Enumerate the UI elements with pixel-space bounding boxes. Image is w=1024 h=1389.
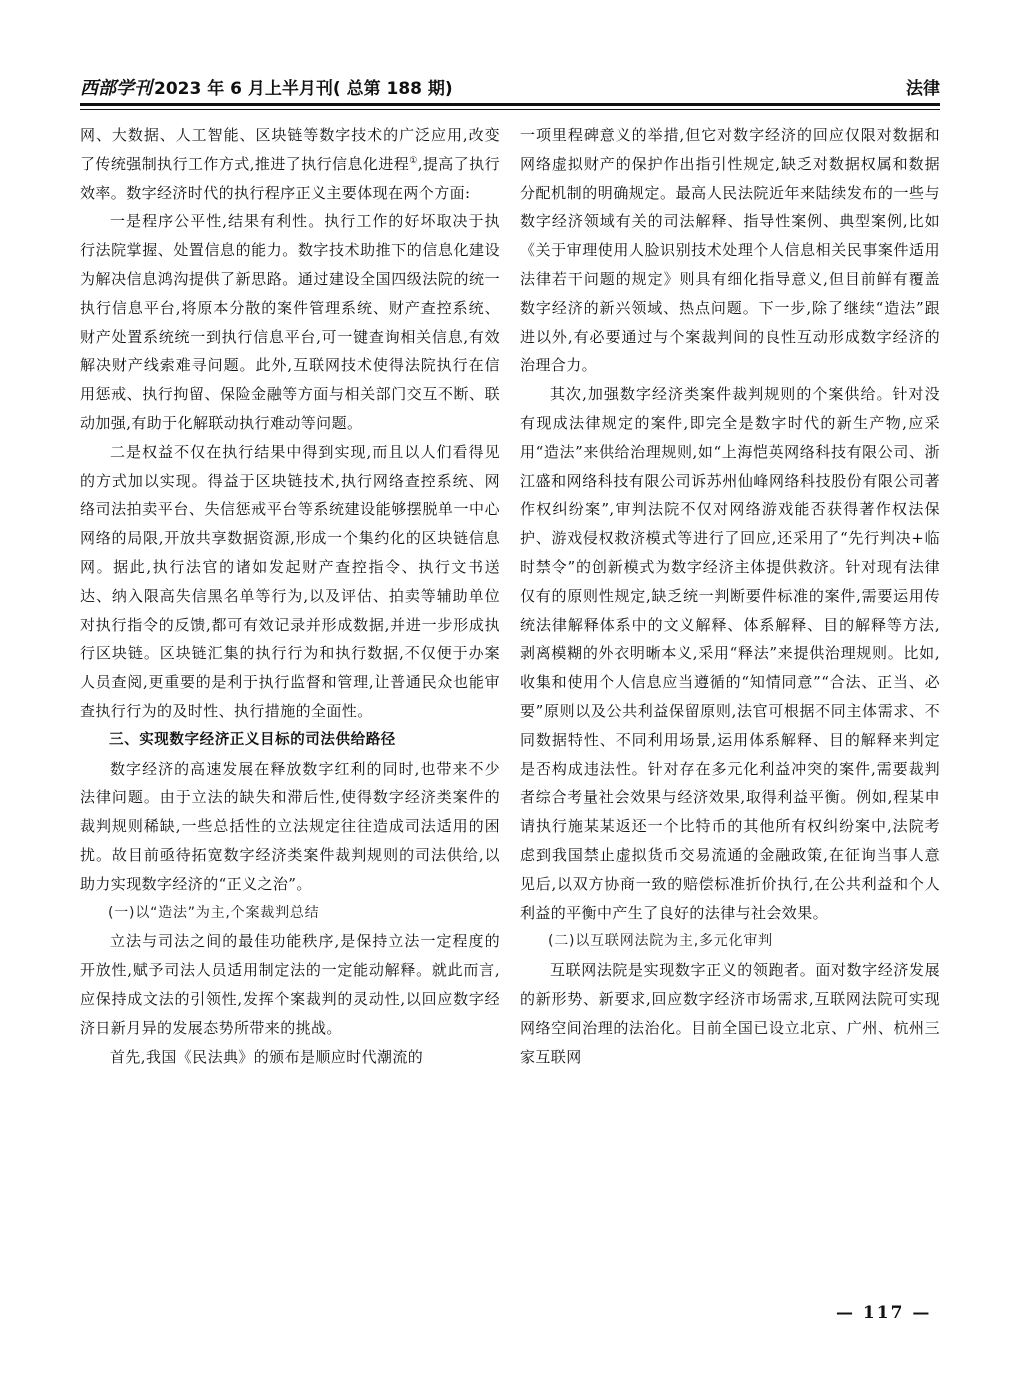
paragraph [80, 121, 500, 207]
paragraph: 立法与司法之间的最佳功能秩序,是保持立法一定程度的开放性,赋予司法人员适用制定法的一定能动解释。就此而言,应保持成文法的引领性,发挥个案裁判的灵动性,以回应数字经济日新月异的发展态势所带来的挑战。 [80, 932, 500, 1037]
paragraph: 一是程序公平性,结果有利性。执行工作的好坏取决于执行法院掌握、处置信息的能力。数字技术助推下的信息化建设为解决信息鸿沟提供了新思路。通过建设全国四级法院的统一执行信息平台,将原本分散的案件管理系统、财产查控系统、财产处置系统统一到执行信息平台,可一键查询相关信息,有效解决财产线索难寻问题。此外,互联网技术使得法院执行在信用惩戒、执行拘留、保险金融等方面与相关部门交互不断、联动加强,有助于化解联动执行难动等问题。 [80, 212, 500, 432]
paragraph: 一项里程碑意义的举措,但它对数字经济的回应仅限对数据和网络虚拟财产的保护作出指引性规定,缺乏对数据权属和数据分配机制的明确规定。最高人民法院近年来陆续发布的一些与数字经济领域有关的司法解释、指导性案例、典型案例,比如《关于审理使用人脸识别技术处理个人信息相关民事案件适用法律若干问题的规定》则具有细化指导意义,但目前鲜有覆盖数字经济的新兴领域、热点问题。下一步,除了继续“造法”跟进以外,有必要通过与个案裁判间的良性互动形成数字经济的治理合力。 [520, 126, 940, 375]
paragraph-text: 网、大数据、人工智能、区块链等数字技术的广泛应用,改变了传统强制执行工作方式,推进了执行信息化进程 [80, 126, 500, 173]
paragraph-text: ,提高了执行效率。数字经济时代的执行程序正义主要体现在两个方面: [80, 154, 500, 202]
running-header [80, 72, 940, 102]
paragraph: 互联网法院是实现数字正义的领跑者。面对数字经济发展的新形势、新要求,回应数字经济市场需求,互联网法院可实现网络空间治理的法治化。目前全国已设立北京、广州、杭州三家互联网 [520, 961, 940, 1066]
issue-info: 2023 年 6 月上半月刊( 总第 188 期) [154, 79, 453, 99]
page-number: — 117 — [836, 1303, 932, 1323]
paragraph: 其次,加强数字经济类案件裁判规则的个案供给。针对没有现成法律规定的案件,即完全是数字时代的新生产物,应采用“造法”来供给治理规则,如“上海恺英网络科技有限公司、浙江盛和网络科技有限公司诉苏州仙峰网络科技股份有限公司著作权纠纷案”,审判法院不仅对网络游戏能否获得著作权法保护、游戏侵权救济模式等进行了回应,还采用了“先行判决+临时禁令”的创新模式为数字经济主体提供救济。针对现有法律仅有的原则性规定,缺乏统一判断要件标准的案件,需要运用传统法律解释体系中的文义解释、体系解释、目的解释等方法,剥离模糊的外衣明晰本义,采用“释法”来提供治理规则。比如,收集和使用个人信息应当遵循的“知情同意”“合法、正当、必要”原则以及公共利益保留原则,法官可根据不同主体需求、不同数据特性、不同利用场景,运用体系解释、目的解释来判定是否构成违法性。针对存在多元化利益冲突的案件,需要裁判者综合考量社会效果与经济效果,取得利益平衡。例如,程某申请执行施某某返还一个比特币的其他所有权纠纷案中,法院考虑到我国禁止虚拟货币交易流通的金融政策,在征询当事人意见后,以双方协商一致的赔偿标准折价执行,在公共利益和个人利益的平衡中产生了良好的法律与社会效果。 [520, 385, 940, 922]
paragraph: 二是权益不仅在执行结果中得到实现,而且以人们看得见的方式加以实现。得益于区块链技术,执行网络查控系统、网络司法拍卖平台、失信惩戒平台等系统建设能够摆脱单一中心网络的局限,开放共享数据资源,形成一个集约化的区块链信息网。据此,执行法官的诸如发起财产查控指令、执行文书送达、纳入限高失信黑名单等行为,以及评估、拍卖等辅助单位对执行指令的反馈,都可有效记录并形成数据,并进一步形成执行区块链。区块链汇集的执行行为和执行数据,不仅便于办案人员查阅,更重要的是利于执行监督和管理,让普通民众也能审查执行行为的及时性、执行措施的全面性。 [80, 442, 500, 720]
subsection-heading: (二)以互联网法院为主,多元化审判 [548, 933, 773, 950]
subsection-heading: (一)以“造法”为主,个案裁判总结 [108, 904, 320, 921]
paragraph: 首先,我国《民法典》的颁布是顺应时代潮流的 [110, 1047, 424, 1066]
left-column [80, 121, 500, 1071]
footnote-marker: ① [409, 155, 418, 166]
right-column [520, 121, 940, 1071]
header-rule-thick [80, 103, 940, 106]
journal-masthead [80, 74, 453, 100]
section-label: 法律 [906, 79, 940, 99]
section-heading: 三、实现数字经济正义目标的司法供给路径 [109, 731, 396, 748]
journal-logo: 西部学刊 [80, 78, 152, 99]
paragraph: 数字经济的高速发展在释放数字红利的同时,也带来不少法律问题。由于立法的缺失和滞后性,使得数字经济类案件的裁判规则稀缺,一些总括性的立法规定往往造成司法适用的困扰。故目前亟待拓宽数字经济类案件裁判规则的司法供给,以助力实现数字经济的“正义之治”。 [80, 759, 500, 893]
header-rule-thin [80, 109, 940, 110]
